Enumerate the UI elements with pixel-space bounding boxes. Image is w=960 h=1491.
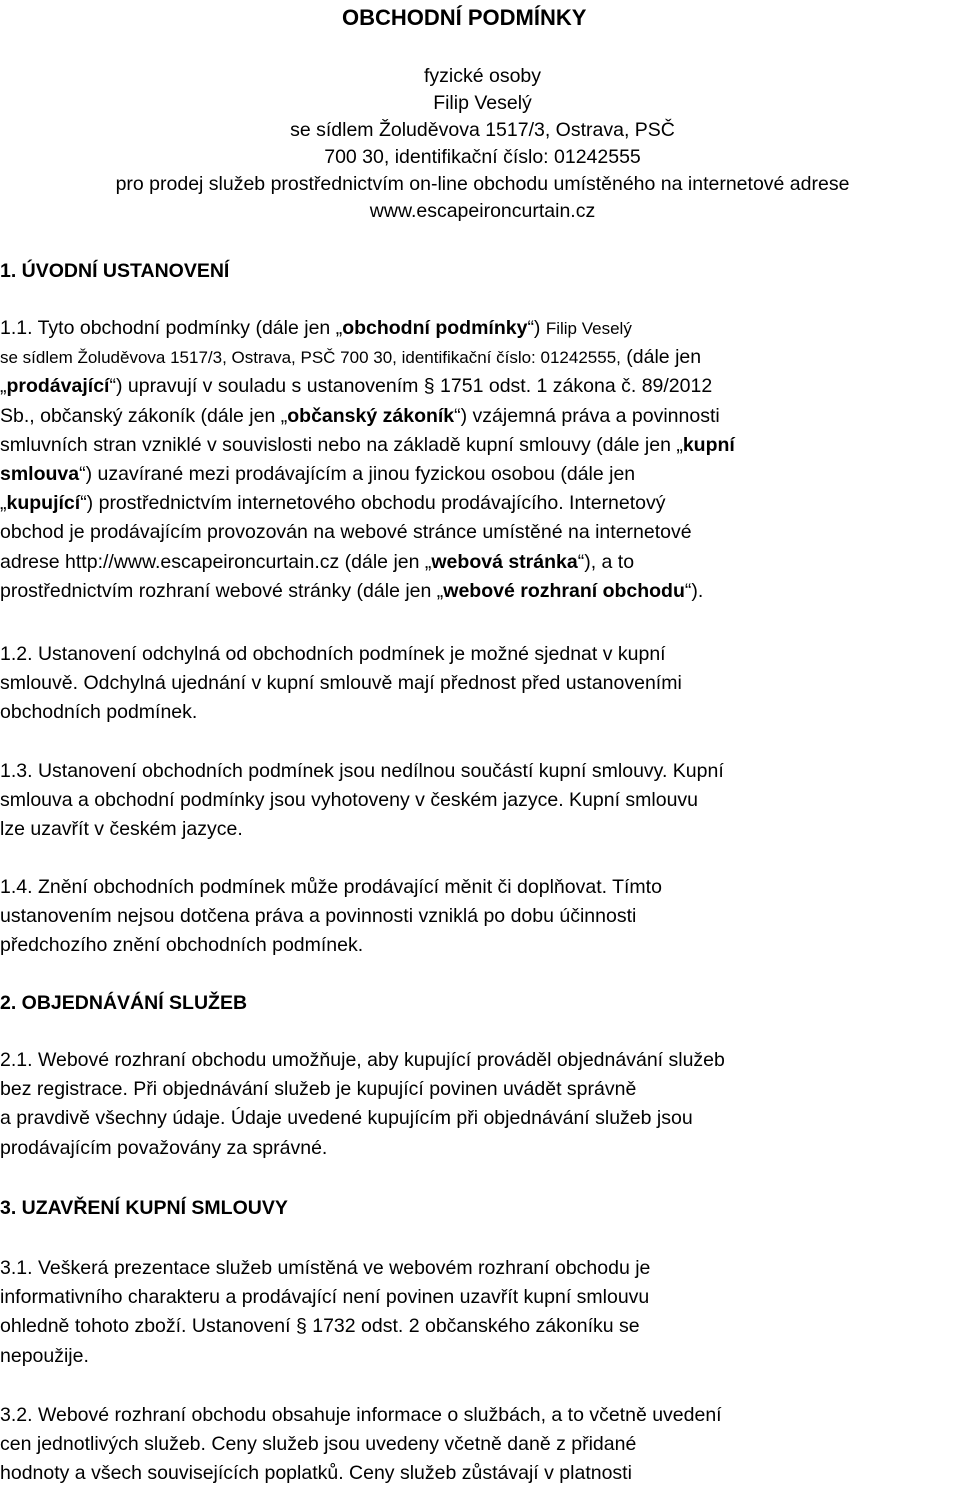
text: “). xyxy=(684,579,704,602)
defined-term: kupní xyxy=(682,433,735,456)
section-heading-1: 1. ÚVODNÍ USTANOVENÍ xyxy=(0,260,230,282)
clause-line xyxy=(0,548,735,577)
clause-line xyxy=(0,431,735,460)
defined-term: webová stránka xyxy=(431,550,578,573)
clause-1-1 xyxy=(0,314,735,606)
clause-line: obchodních podmínek. xyxy=(0,701,198,724)
clause-1-4 xyxy=(0,873,662,961)
header-line: www.escapeironcurtain.cz xyxy=(369,200,596,222)
text: Filip Veselý xyxy=(545,319,632,338)
text: prostřednictvím rozhraní webové stránky (dále jen „ xyxy=(0,579,444,602)
text: „ xyxy=(0,375,7,398)
text: „ xyxy=(0,492,7,515)
text: adrese http://www.escapeironcurtain.cz (dále jen „ xyxy=(0,550,432,573)
text: “) vzájemná práva a povinnosti xyxy=(454,404,720,427)
clause-line: 1.2. Ustanovení odchylná od obchodních podmínek je možné sjednat v kupní xyxy=(0,643,666,665)
defined-term: prodávající xyxy=(6,375,110,398)
text: 1.1. Tyto obchodní podmínky (dále jen „ xyxy=(0,317,343,339)
defined-term: kupující xyxy=(6,492,81,515)
clause-line: ohledně tohoto zboží. Ustanovení § 1732 odst. 2 občanského zákoníku se xyxy=(0,1315,640,1338)
text: “) prostřednictvím internetového obchodu prodávajícího. Internetový xyxy=(80,492,666,515)
clause-3-1 xyxy=(0,1254,650,1371)
defined-term: občanský zákoník xyxy=(287,404,455,427)
text: “) upravují v souladu s ustanovením § 1751 odst. 1 zákona č. 89/2012 xyxy=(109,375,713,398)
header-line: 700 30, identifikační číslo: 01242555 xyxy=(324,146,641,168)
clause-1-2 xyxy=(0,640,682,728)
defined-term: obchodní podmínky xyxy=(342,317,528,339)
clause-line: smlouvě. Odchylná ujednání v kupní smlouvě mají přednost před ustanoveními xyxy=(0,672,682,695)
text: se sídlem Žoluděvova 1517/3, Ostrava, PSČ 700 30, identifikační číslo: 01242555, xyxy=(0,348,621,368)
clause-line: smlouva a obchodní podmínky jsou vyhotoveny v českém jazyce. Kupní smlouvu xyxy=(0,789,699,812)
clause-line: nepoužije. xyxy=(0,1344,89,1367)
section-heading-2: 2. OBJEDNÁVÁNÍ SLUŽEB xyxy=(0,992,248,1014)
text: (dále jen xyxy=(620,346,702,369)
text: “), a to xyxy=(577,550,635,573)
clause-line: lze uzavřít v českém jazyce. xyxy=(0,818,243,841)
header-line: Filip Veselý xyxy=(433,92,532,114)
clause-2-1 xyxy=(0,1046,725,1163)
text: “) uzavírané mezi prodávajícím a jinou fyzickou osobou (dále jen xyxy=(79,463,636,486)
document-title: OBCHODNÍ PODMÍNKY xyxy=(342,5,587,30)
header-line: se sídlem Žoluděvova 1517/3, Ostrava, PSČ xyxy=(290,119,675,141)
clause-line xyxy=(0,577,735,606)
section-heading-3: 3. UZAVŘENÍ KUPNÍ SMLOUVY xyxy=(0,1197,288,1219)
clause-line xyxy=(0,372,735,401)
header-line: fyzické osoby xyxy=(423,65,542,87)
clause-line: prodávajícím považovány za správné. xyxy=(0,1136,328,1159)
clause-line: a pravdivě všechny údaje. Údaje uvedené kupujícím při objednávání služeb jsou xyxy=(0,1107,693,1130)
clause-line: 3.2. Webové rozhraní obchodu obsahuje informace o službách, a to včetně uvedení xyxy=(0,1404,722,1426)
clause-3-2 xyxy=(0,1401,722,1489)
clause-line xyxy=(0,489,735,518)
clause-line: cen jednotlivých služeb. Ceny služeb jsou uvedeny včetně daně z přidané xyxy=(0,1433,637,1456)
clause-line: 3.1. Veškerá prezentace služeb umístěná ve webovém rozhraní obchodu je xyxy=(0,1257,651,1279)
clause-line: hodnoty a všech souvisejících poplatků. Ceny služeb zůstávají v platnosti xyxy=(0,1462,632,1485)
header-line: pro prodej služeb prostřednictvím on-line obchodu umístěného na internetové adrese xyxy=(115,173,850,195)
clause-line xyxy=(0,460,735,489)
clause-line: bez registrace. Při objednávání služeb je kupující povinen uvádět správně xyxy=(0,1078,637,1101)
clause-line: 2.1. Webové rozhraní obchodu umožňuje, aby kupující prováděl objednávání služeb xyxy=(0,1049,725,1071)
clause-line: informativního charakteru a prodávající není povinen uzavřít kupní smlouvu xyxy=(0,1286,650,1309)
clause-line: 1.3. Ustanovení obchodních podmínek jsou nedílnou součástí kupní smlouvy. Kupní xyxy=(0,760,724,782)
text: “) xyxy=(527,317,546,339)
defined-term: webové rozhraní obchodu xyxy=(443,579,685,602)
seller-header xyxy=(0,63,960,225)
clause-line xyxy=(0,314,735,343)
clause-1-3 xyxy=(0,757,724,845)
clause-line: ustanovením nejsou dotčena práva a povinnosti vzniklá po dobu účinnosti xyxy=(0,905,637,928)
defined-term: smlouva xyxy=(0,463,80,486)
text: smluvních stran vzniklé v souvislosti nebo na základě kupní smlouvy (dále jen „ xyxy=(0,433,683,456)
clause-line: obchod je prodávajícím provozován na webové stránce umístěné na internetové xyxy=(0,521,692,544)
clause-line xyxy=(0,402,735,431)
text: Sb., občanský zákoník (dále jen „ xyxy=(0,404,288,427)
clause-line: předchozího znění obchodních podmínek. xyxy=(0,934,364,957)
clause-line xyxy=(0,343,735,372)
clause-line: 1.4. Znění obchodních podmínek může prodávající měnit či doplňovat. Tímto xyxy=(0,876,662,898)
